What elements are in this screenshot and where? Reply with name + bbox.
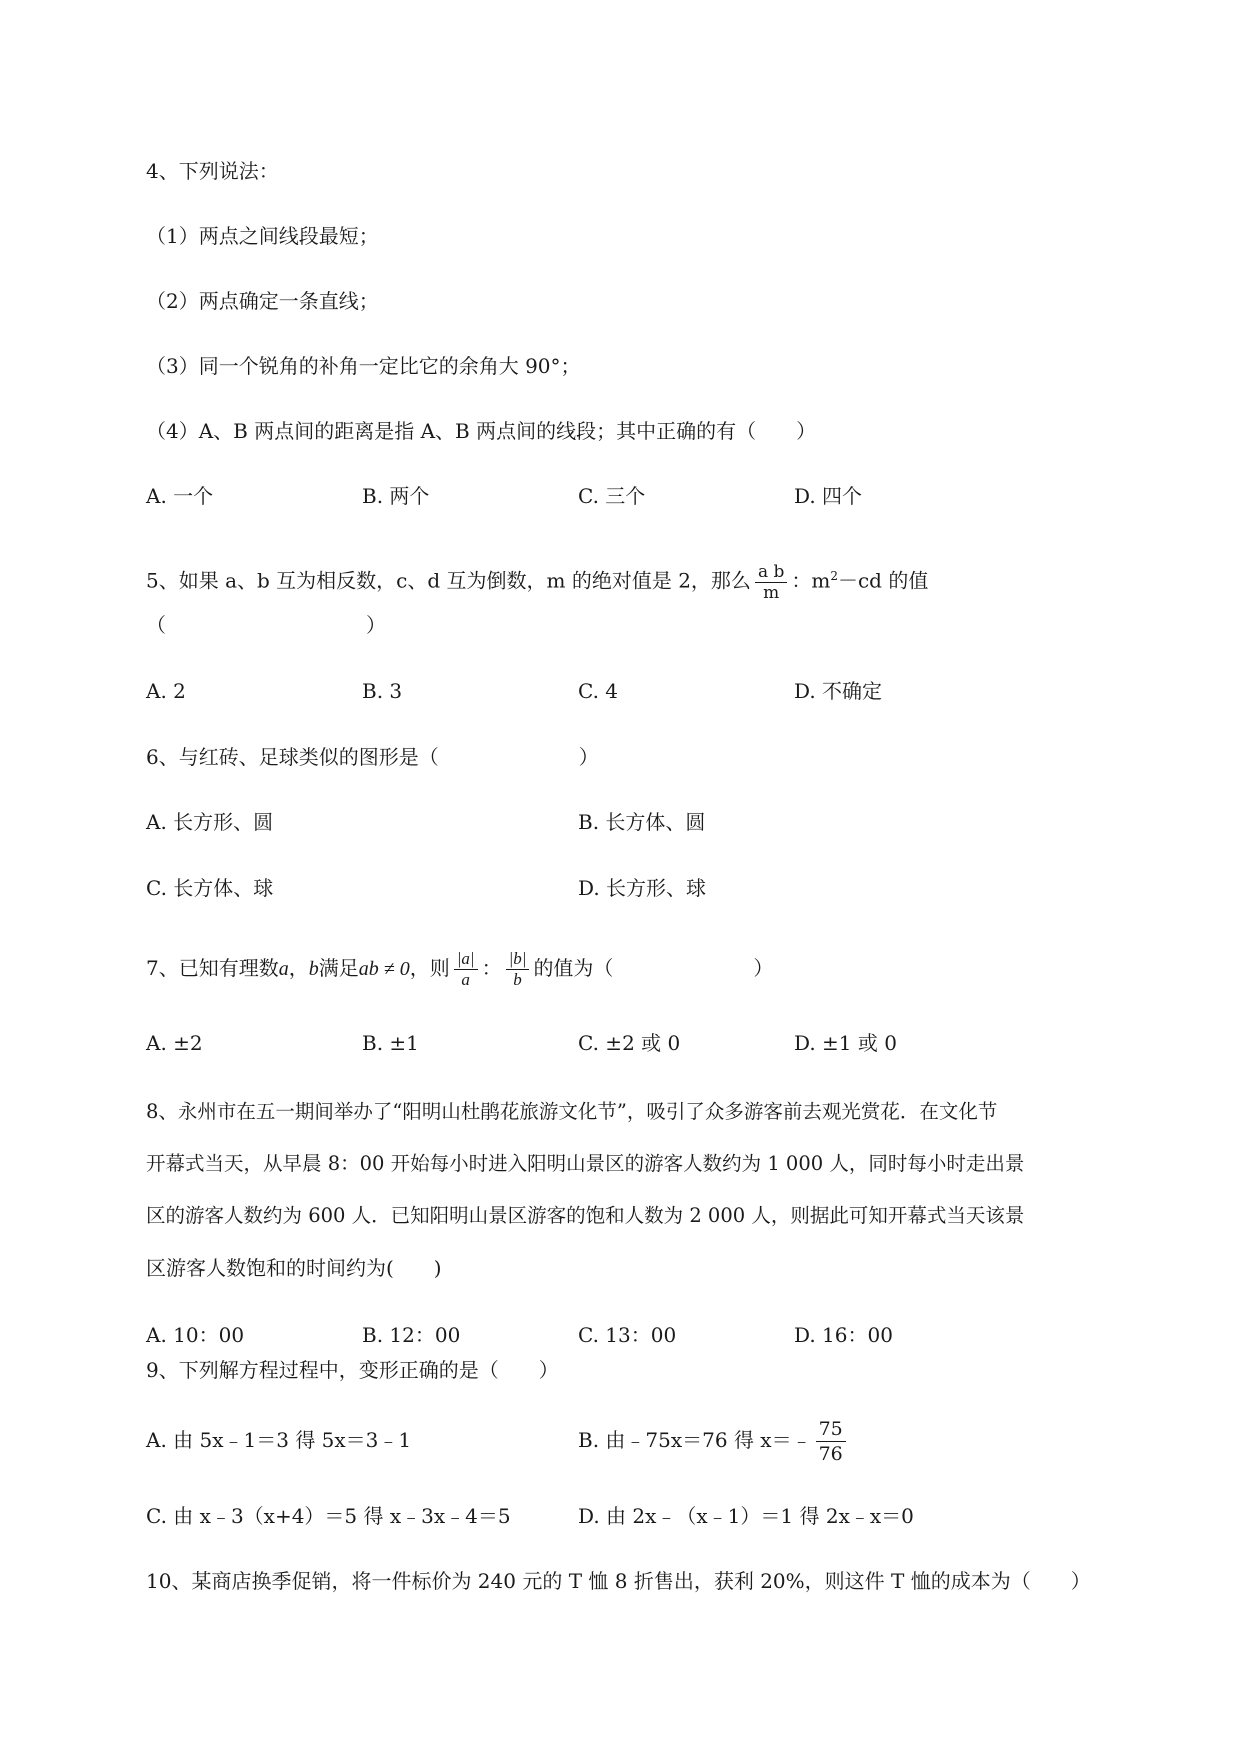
- q7-fraction-2: [506, 949, 530, 990]
- q9-option-c: C. 由 x﹣3（x+4）＝5 得 x﹣3x﹣4＝5: [146, 1504, 511, 1528]
- q7-option-c: C. ±2 或 0: [578, 1031, 681, 1055]
- q5-stem-tail: －cd 的值: [837, 568, 929, 593]
- q4-option-a: A. 一个: [146, 484, 214, 508]
- q4-statement-1: （1）两点之间线段最短；: [146, 224, 379, 248]
- q7-colon: ：: [481, 956, 502, 980]
- q4-option-d: D. 四个: [794, 484, 863, 508]
- q7-comma: ，: [288, 956, 309, 980]
- q4-statement-2: （2）两点确定一条直线；: [146, 289, 379, 313]
- q7-condition: ab ≠ 0: [358, 958, 410, 980]
- q5-frac-num: a b: [755, 562, 787, 583]
- q7-f1-num: |a|: [454, 949, 478, 970]
- q7-stem-tail: 的值为（ ）: [533, 956, 774, 980]
- q8-line-3: 区的游客人数约为 600 人．已知阳明山景区游客的饱和人数为 2 000 人，则据此可知开幕式当天该景: [146, 1204, 1025, 1227]
- q9-stem: 9、下列解方程过程中，变形正确的是（ ）: [146, 1358, 559, 1382]
- q7-option-d: D. ±1 或 0: [794, 1031, 897, 1055]
- q7-f2-num: |b|: [506, 949, 530, 970]
- q7-option-b: B. ±1: [362, 1031, 419, 1055]
- q4-statement-4: （4）A、B 两点间的距离是指 A、B 两点间的线段；其中正确的有（ ）: [146, 419, 817, 443]
- q9-option-b-text: B. 由﹣75x＝76 得 x＝﹣: [578, 1428, 812, 1452]
- q7-stem: [146, 944, 773, 993]
- q8-option-b: B. 12：00: [362, 1323, 461, 1347]
- q7-satisfy: 满足: [318, 956, 359, 980]
- q8-line-4: 区游客人数饱和的时间约为( ): [146, 1256, 442, 1280]
- q7-var-b: b: [308, 958, 319, 980]
- q9-b-den: 76: [818, 1443, 843, 1465]
- q5-stem: [146, 556, 928, 603]
- q7-then: ，则: [409, 956, 450, 980]
- q7-fraction-1: [454, 949, 478, 990]
- q4-option-b: B. 两个: [362, 484, 430, 508]
- q6-option-b: B. 长方体、圆: [578, 810, 706, 834]
- q8-line-1: 8、永州市在五一期间举办了“阳明山杜鹃花旅游文化节”，吸引了众多游客前去观光赏花．在文化节: [146, 1100, 998, 1123]
- q8-option-a: A. 10：00: [146, 1323, 245, 1347]
- q8-option-d: D. 16：00: [794, 1323, 893, 1347]
- q9-b-num: 75: [816, 1417, 846, 1442]
- q4-option-c: C. 三个: [578, 484, 646, 508]
- q7-f1-den: a: [461, 970, 470, 989]
- q5-frac-den: m: [763, 582, 780, 603]
- q10-stem: 10、某商店换季促销，将一件标价为 240 元的 T 恤 8 折售出，获利 20%，则这件 T 恤的成本为（ ）: [146, 1569, 1091, 1593]
- q5-stem-text: 5、如果 a、b 互为相反数，c、d 互为倒数，m 的绝对值是 2，那么: [146, 568, 751, 593]
- q9-option-b: [578, 1414, 850, 1466]
- q6-option-a: A. 长方形、圆: [146, 810, 274, 834]
- q9-option-a: A. 由 5x﹣1＝3 得 5x＝3﹣1: [146, 1428, 412, 1452]
- q5-paren: （ ）: [146, 613, 386, 637]
- q5-colon: ：: [791, 568, 812, 593]
- q8-line-2: 开幕式当天，从早晨 8：00 开始每小时进入阳明山景区的游客人数约为 1 000 人，同时每小时走出景: [146, 1152, 1025, 1175]
- q5-m: m: [811, 568, 831, 593]
- q4-statement-3: （3）同一个锐角的补角一定比它的余角大 90°；: [146, 354, 581, 378]
- q4-stem: 4、下列说法：: [146, 159, 279, 183]
- q9-option-b-fraction: [816, 1417, 846, 1466]
- q7-stem-text: 7、已知有理数: [146, 956, 279, 980]
- q6-stem: 6、与红砖、足球类似的图形是（ ）: [146, 745, 599, 769]
- q6-option-c: C. 长方体、球: [146, 876, 274, 900]
- q5-exponent: 2: [830, 569, 838, 583]
- q5-option-d: D. 不确定: [794, 679, 883, 703]
- q5-fraction: [755, 562, 787, 603]
- q9-option-d: D. 由 2x﹣（x﹣1）＝1 得 2x﹣x＝0: [578, 1504, 914, 1528]
- q7-option-a: A. ±2: [146, 1031, 203, 1055]
- q6-option-d: D. 长方形、球: [578, 876, 707, 900]
- q7-f2-den: b: [513, 970, 522, 989]
- q5-option-c: C. 4: [578, 679, 619, 703]
- q8-option-c: C. 13：00: [578, 1323, 677, 1347]
- q5-option-a: A. 2: [146, 679, 186, 703]
- q5-option-b: B. 3: [362, 679, 403, 703]
- q7-var-a: a: [278, 958, 289, 980]
